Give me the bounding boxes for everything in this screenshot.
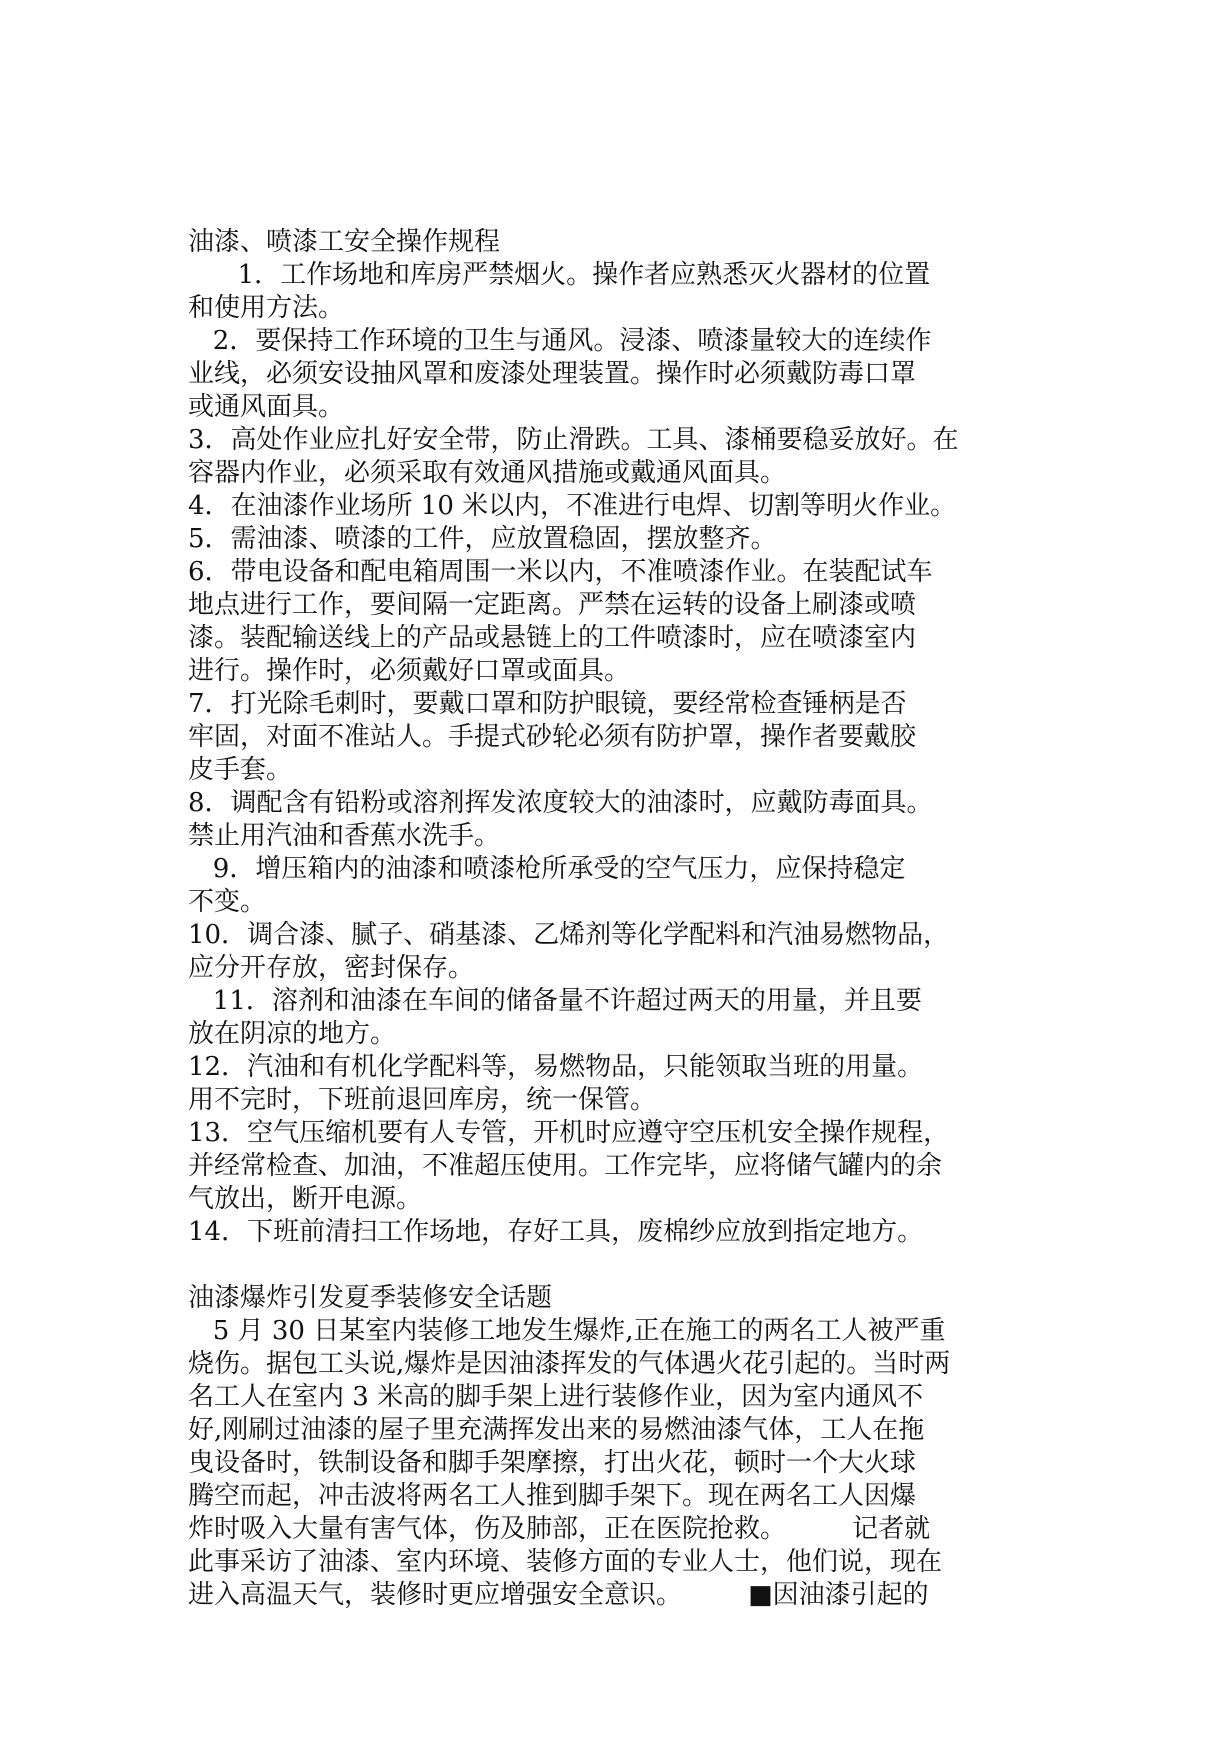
text-line: 3．高处作业应扎好安全带，防止滑跌。工具、漆桶要稳妥放好。在 (188, 425, 959, 455)
section-news-article (188, 1282, 1020, 1612)
text-line: 9．增压箱内的油漆和喷漆枪所承受的空气压力，应保持稳定 (188, 854, 906, 884)
text-line: 5 月 30 日某室内装修工地发生爆炸,正在施工的两名工人被严重 (188, 1316, 946, 1346)
text-line: 6．带电设备和配电箱周围一米以内，不准喷漆作业。在装配试车 (188, 557, 933, 587)
text-line: 曳设备时，铁制设备和脚手架摩擦，打出火花，顿时一个大火球 (188, 1448, 917, 1478)
document-page (188, 226, 1020, 1612)
text-line: 4．在油漆作业场所 10 米以内，不准进行电焊、切割等明火作业。 (188, 491, 957, 521)
text-line: 13．空气压缩机要有人专管，开机时应遵守空压机安全操作规程， (188, 1118, 950, 1148)
text-line: 漆。装配输送线上的产品或悬链上的工件喷漆时，应在喷漆室内 (188, 623, 917, 653)
text-line: 用不完时，下班前退回库房，统一保管。 (188, 1085, 657, 1115)
text-line: 容器内作业，必须采取有效通风措施或戴通风面具。 (188, 458, 787, 488)
text-line: 牢固，对面不准站人。手提式砂轮必须有防护罩，操作者要戴胶 (188, 722, 917, 752)
text-line: 1．工作场地和库房严禁烟火。操作者应熟悉灭火器材的位置 (188, 260, 931, 290)
paragraph-gap (188, 1249, 1020, 1282)
text-line: 7．打光除毛刺时，要戴口罩和防护眼镜，要经常检查锤柄是否 (188, 689, 907, 719)
text-line: 并经常检查、加油，不准超压使用。工作完毕，应将储气罐内的余 (188, 1151, 943, 1181)
text-line: 11．溶剂和油漆在车间的储备量不许超过两天的用量，并且要 (188, 986, 922, 1016)
text-line: 或通风面具。 (188, 392, 345, 422)
text-line: 8．调配含有铅粉或溶剂挥发浓度较大的油漆时，应戴防毒面具。 (188, 788, 933, 818)
text-line: 和使用方法。 (188, 293, 345, 323)
text-line: 好,刚刷过油漆的屋子里充满挥发出来的易燃油漆气体，工人在拖 (188, 1415, 925, 1445)
section-body (188, 259, 1020, 1249)
text-line: 应分开存放，密封保存。 (188, 953, 475, 983)
text-line: 此事采访了油漆、室内环境、装修方面的专业人士，他们说，现在 (188, 1547, 943, 1577)
text-line: 进行。操作时，必须戴好口罩或面具。 (188, 656, 631, 686)
text-line: 腾空而起，冲击波将两名工人推到脚手架下。现在两名工人因爆 (188, 1481, 917, 1511)
text-line: 名工人在室内 3 米高的脚手架上进行装修作业，因为室内通风不 (188, 1382, 924, 1412)
text-line: 10．调合漆、腻子、硝基漆、乙烯剂等化学配料和汽油易燃物品， (188, 920, 950, 950)
text-line: 业线，必须安设抽风罩和废漆处理装置。操作时必须戴防毒口罩 (188, 359, 917, 389)
text-line: 地点进行工作，要间隔一定距离。严禁在运转的设备上刷漆或喷 (188, 590, 917, 620)
text-line: 14．下班前清扫工作场地，存好工具，废棉纱应放到指定地方。 (188, 1217, 924, 1247)
text-line: 禁止用汽油和香蕉水洗手。 (188, 821, 501, 851)
text-line: 皮手套。 (188, 755, 293, 785)
text-line: 12．汽油和有机化学配料等，易燃物品，只能领取当班的用量。 (188, 1052, 924, 1082)
text-line: 5．需油漆、喷漆的工件，应放置稳固，摆放整齐。 (188, 524, 777, 554)
section-title: 油漆爆炸引发夏季装修安全话题 (188, 1283, 553, 1313)
text-line: 炸时吸入大量有害气体，伤及肺部，正在医院抢救。 记者就 (188, 1514, 931, 1544)
text-line: 不变。 (188, 887, 267, 917)
section-body (188, 1315, 1020, 1612)
text-line: 2．要保持工作环境的卫生与通风。浸漆、喷漆量较大的连续作 (188, 326, 932, 356)
text-line: 放在阴凉的地方。 (188, 1019, 397, 1049)
section-safety-rules (188, 226, 1020, 1249)
text-line: 气放出，断开电源。 (188, 1184, 423, 1214)
section-title: 油漆、喷漆工安全操作规程 (188, 227, 501, 257)
text-line: 烧伤。据包工头说,爆炸是因油漆挥发的气体遇火花引起的。当时两 (188, 1349, 951, 1379)
text-line: 进入高温天气，装修时更应增强安全意识。 ■因油漆引起的 (188, 1580, 929, 1610)
